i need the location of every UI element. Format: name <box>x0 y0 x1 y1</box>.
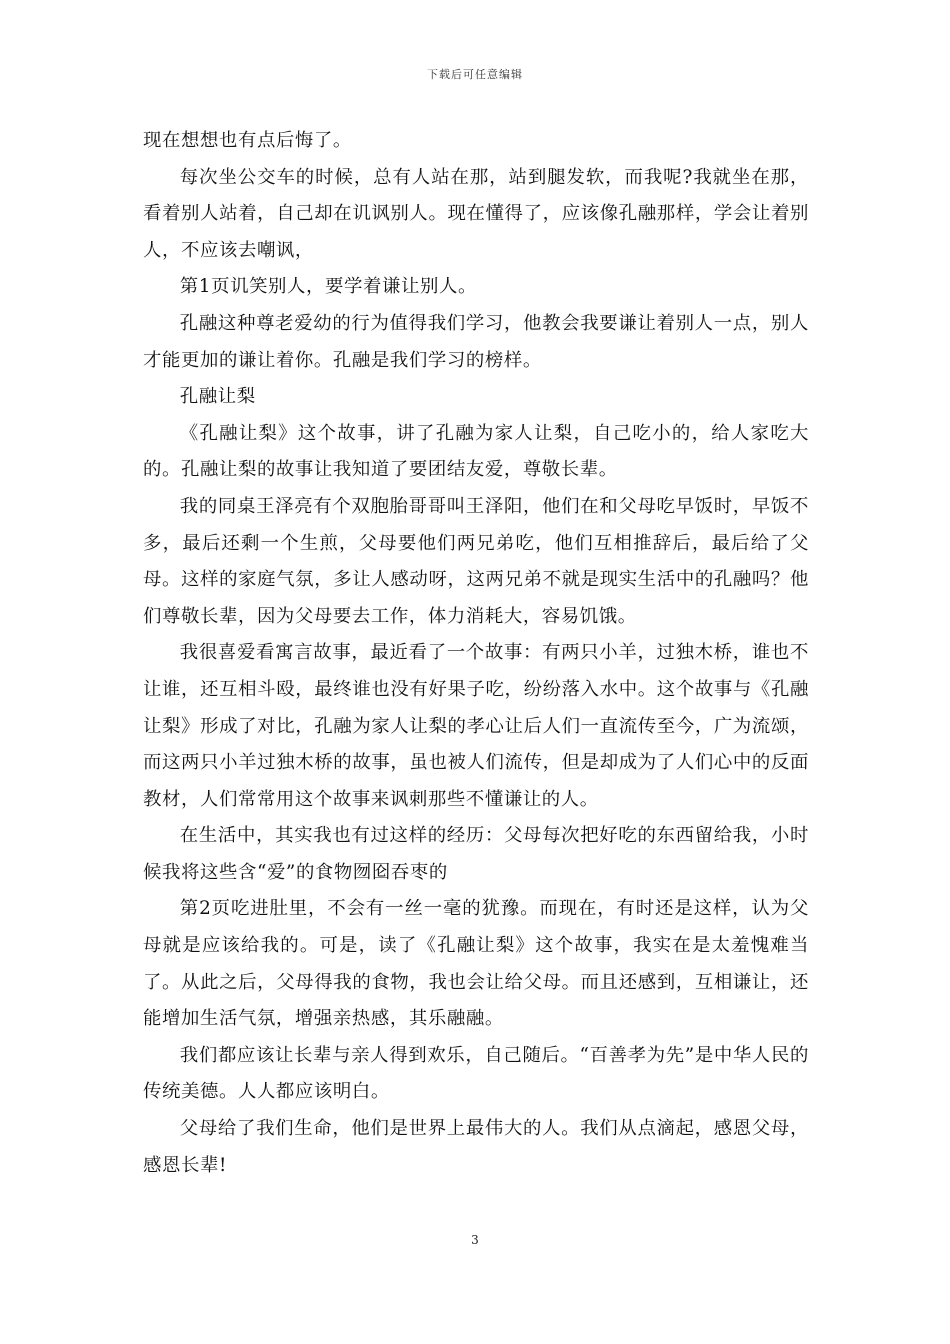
paragraph-gratitude: 父母给了我们生命，他们是世界上最伟大的人。我们从点滴起，感恩父母，感恩长辈! <box>143 1118 809 1176</box>
page-header: 下载后可任意编辑 <box>427 68 523 81</box>
paragraph-experience: 在生活中，其实我也有过这样的经历：父母每次把好吃的东西留给我，小时候我将这些含“爱”的食物囫囵吞枣的 <box>143 825 809 883</box>
document-body <box>143 123 809 1184</box>
section-title: 孔融让梨 <box>179 386 256 408</box>
page-number: 3 <box>471 1233 479 1247</box>
paragraph-regret: 现在想想也有点后悔了。 <box>143 130 352 151</box>
paragraph-filial: 我们都应该让长辈与亲人得到欢乐，自己随后。“百善孝为先”是中华人民的传统美德。人人都应该明白。 <box>143 1044 809 1103</box>
paragraph-kongrong-example: 孔融这种尊老爱幼的行为值得我们学习，他教会我要谦让着别人一点，别人才能更加的谦让着你。孔融是我们学习的榜样。 <box>143 312 809 371</box>
paragraph-fable: 我很喜爱看寓言故事，最近看了一个故事：有两只小羊，过独木桥，谁也不让谁，还互相斗殴，最终谁也没有好果子吃，纷纷落入水中。这个故事与《孔融让梨》形成了对比，孔融为家人让梨的孝心让后人们一直流传至今，广为流颂，而这两只小羊过独木桥的故事，虽也被人们流传，但是却成为了人们心中的反面教材，人们常常用这个故事来讽刺那些不懂谦让的人。 <box>143 642 809 810</box>
paragraph-deskmate: 我的同桌王泽亮有个双胞胎哥哥叫王泽阳，他们在和父母吃早饭时，早饭不多，最后还剩一个生煎，父母要他们两兄弟吃，他们互相推辞后，最后给了父母。这样的家庭气氛，多让人感动呀，这两兄弟不就是现实生活中的孔融吗？他们尊敬长辈，因为父母要去工作，体力消耗大，容易饥饿。 <box>143 495 809 627</box>
paragraph-page1-marker: 第1页讥笑别人，要学着谦让别人。 <box>179 276 477 298</box>
paragraph-story-intro: 《孔融让梨》这个故事，讲了孔融为家人让梨，自己吃小的，给人家吃大的。孔融让梨的故事让我知道了要团结友爱，尊敬长辈。 <box>143 422 809 481</box>
paragraph-page2-marker: 第2页吃进肚里，不会有一丝一毫的犹豫。而现在，有时还是这样，认为父母就是应该给我的。可是，读了《孔融让梨》这个故事，我实在是太羞愧难当了。从此之后，父母得我的食物，我也会让给父母。而且还感到，互相谦让，还能增加生活气氛，增强亲热感，其乐融融。 <box>143 898 809 1030</box>
paragraph-bus: 每次坐公交车的时候，总有人站在那，站到腿发软，而我呢?我就坐在那，看着别人站着，自己却在讥讽别人。现在懂得了，应该像孔融那样，学会让着别人，不应该去嘲讽， <box>143 166 809 261</box>
